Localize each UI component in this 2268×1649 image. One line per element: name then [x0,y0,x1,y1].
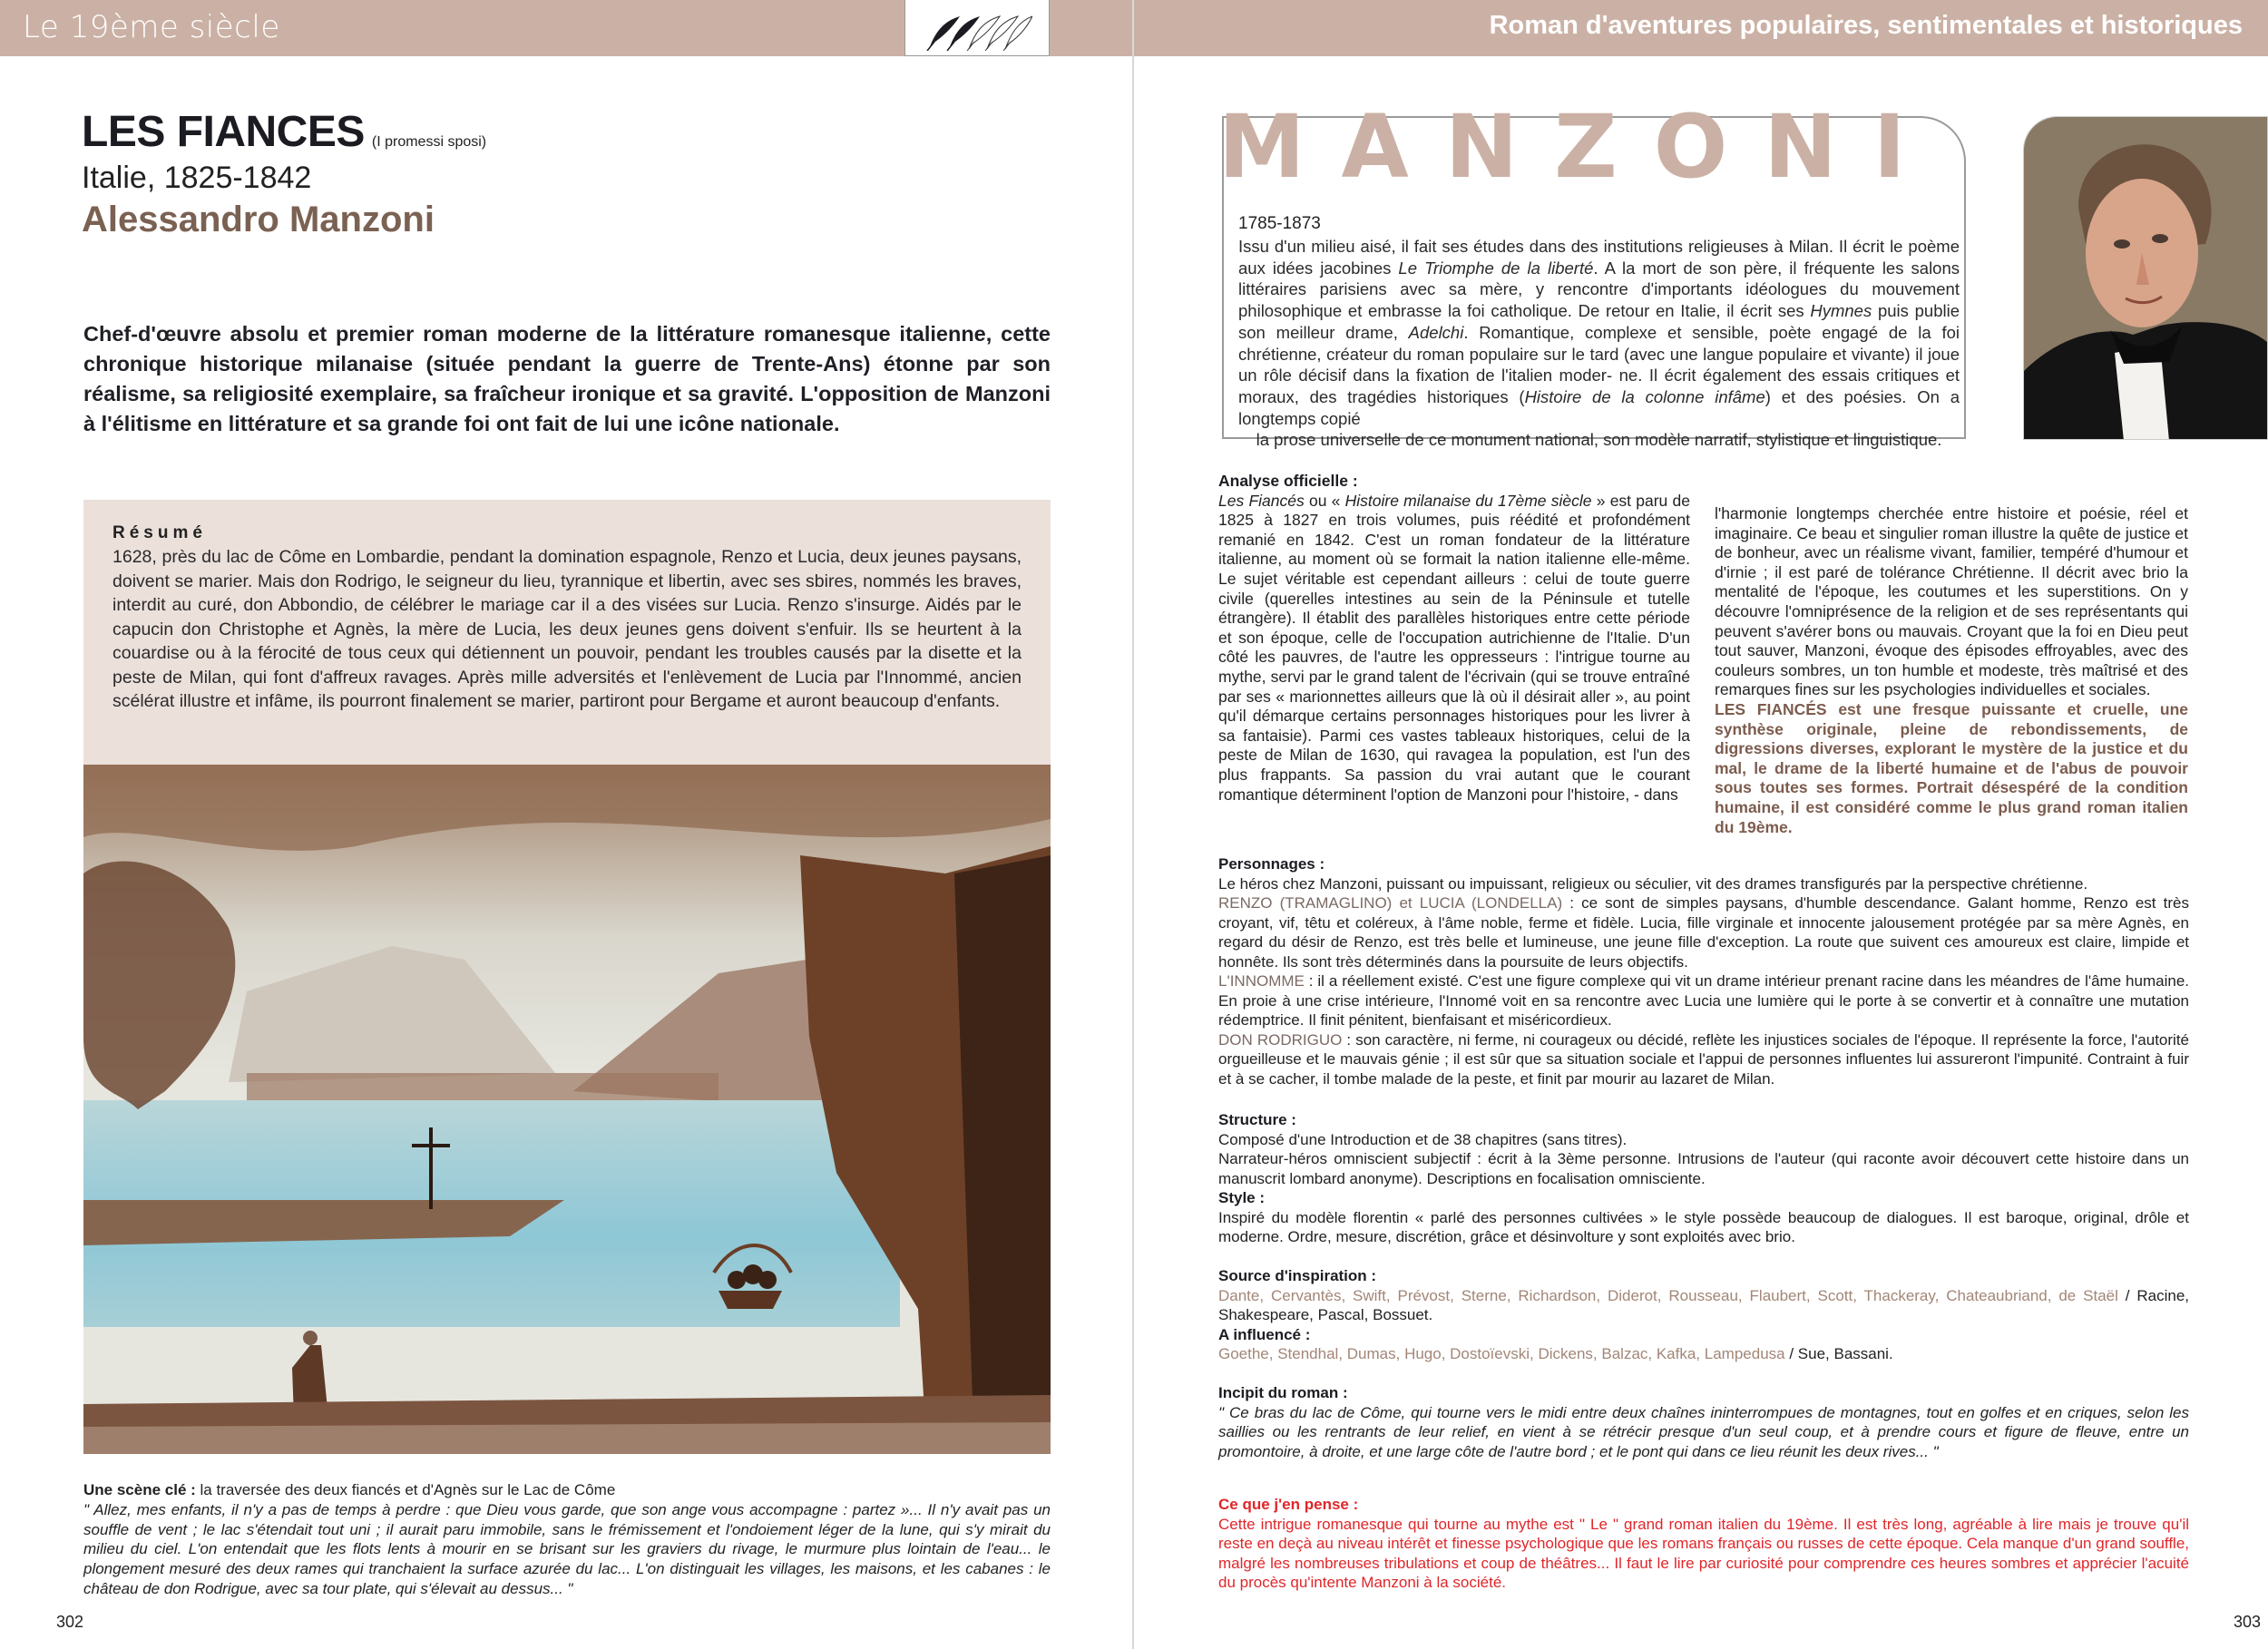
key-scene-quote: " Allez, mes enfants, il n'y a pas de temps à perdre : que Dieu vous garde, que son ange vous accompagne : partez »... Il n'y avait pas un souffle de vent ; le lac s'étendait tout uni ; il aurait paru immobile, sans le frémissement et l'ondoiement léger de la lune, qui s'y mirait du milieu du ciel. L'on entendait que les flots lents à mourir en se brisant sur les graviers du rivage, le murmure plus lointain de l'eau... le plongement mesuré des deux rames qui tranchaient la surface azurée du lac... L'on distinguait les villages, les maisons, et les cabanes : le château de don Rodrigue, avec sa tour plate, qui s'élevait au dessus... " [83,1500,1051,1597]
author-surname-heading: MANZONI [1218,96,1942,198]
analysis-text-b: l'harmonie longtemps cherchée entre histoire et poésie, réel et imaginaire. Ce beau et singulier roman illustre la quête de justice et de bonheur, avec un réalisme vivant, familier, tempéré d'humour et d'irnie ; il est paré de tolérance Chrétienne. Il décrit avec brio la mentalité de l'époque, les coutumes et les superstitions. On y découvre l'omniprésence de la religion et de ses représentants qui peuvent s'avérer bons ou mauvais. Croyant que la foi en Dieu peut tout sauver, Manzoni, évoque des épisodes effroyables, avec des couleurs sombres, un ton humble et modeste, très maîtrisé et des remarques fines sur les psychologies individuelles et sociales. [1715,504,2188,699]
lake-painting [83,765,1051,1454]
characters-section [1218,854,2189,1088]
sources-text: Dante, Cervantès, Swift, Prévost, Sterne, Richardson, Diderot, Rousseau, Flaubert, Scott, Thackeray, Chateaubriand, de Staël / Racine, Shakespeare, Pascal, Bossuet. [1218,1286,2190,1323]
feather-rating-icon [924,7,1032,51]
rating-box [904,0,1050,56]
influences-section [1218,1266,2189,1364]
title-block [82,107,486,240]
summary-box [83,500,1051,765]
intro-paragraph: Chef-d'œuvre absolu et premier roman moderne de la littérature romanesque italienne, cette chronique historique milanaise (située pendant la guerre de Trente-Ans) étonne par son réalisme, sa religiosité exemplaire, sa fraîcheur ironique et sa gravité. L'opposition de Manzoni à l'élitisme en littérature et sa grande foi ont fait de lui une icône nationale. [83,322,1051,435]
analysis-highlight: LES FIANCÉS est une fresque puissante et cruelle, une synthèse originale, pleine de rebondissements, de digressions diverses, explorant le mystère de la justice et du mal, le drame de la liberté humaine et de l'abus de pouvoir sous toutes ses formes. Portrait désespéré de la condition humaine, il est considéré comme le plus grand roman italien du 19ème. [1715,699,2188,836]
characters-heading: Personnages : [1218,855,1325,873]
boat [719,1291,782,1309]
key-scene [83,1480,1051,1599]
original-title: (I promessi sposi) [371,134,487,150]
summary-heading: Résumé [112,523,207,542]
genre-title: Roman d'aventures populaires, sentimentales et historiques [1489,11,2243,40]
key-scene-label: Une scène clé : [83,1481,196,1498]
character-don-rodrigo: DON RODRIGUO : son caractère, ni ferme, ni courageux ou décidé, reflète les injustices sociales de l'époque. Il représente la force, l'autorité orgueilleuse et le mauvais génie ; il est sûr que sa situation sociale et l'appui de personnes influentes lui assureront l'impunité. Contraint à fuir et à se cacher, il tombe malade de la peste, et finit par mourir au lazaret de Milan. [1218,1030,2189,1088]
sources-heading: Source d'inspiration : [1218,1267,1377,1284]
author-dates: 1785-1873 [1238,214,1321,233]
analysis-text-a: Les Fiancés ou « Histoire milanaise du 17ème siècle » est paru de 1825 à 1827 en trois volumes, puis réédité et profondément remanié en 1842. C'est un roman fondateur de la littérature italienne, au moment où se formait la nation italienne elle-même. Le sujet véritable est cependant ailleurs : celui de toute guerre civile (querelles intestines au sein de la Péninsule et tutelle étrangère). Il établit des parallèles historiques entre cette période et son époque, celle de l'occupation autrichienne de l'Italie. D'un côté les pauvres, de l'autre les oppresseurs : l'intrigue tourne au mythe, servi par le grand talent de l'écrivain (qui se trouve entraîné par ses « marionnettes ailleurs que là où il désirait aller », au point qu'il démarque certains personnages historiques pour les livrer à sa fantaisie). Parmi ces vastes tableaux historiques, celui de la peste de Milan de 1630, qui ravagea la population, est l'un des plus frappants. Sa passion du vrai autant que le courant romantique déterminent l'option de Manzoni pour l'histoire, - dans [1218,491,1690,804]
painting-illustration [83,765,1051,1454]
character-innomme: L'INNOMME : il a réellement existé. C'est une figure complexe qui vit un drame intérieur prenant racine dans les méandres de l'âme humaine. En proie à une crise intérieure, l'Innomé voit en sa rencontre avec Lucia une lumière qui le porte à se convertir et à connaître une mutation rédemptrice. Il finit pénitent, bienfaisant et miséricordieux. [1218,972,2189,1029]
incipit-section [1218,1383,2189,1461]
opinion-text: Cette intrigue romanesque qui tourne au mythe est " Le " grand roman italien du 19ème. Il est très long, agréable à lire mais je trouve qu'il reste en deçà au niveau intérêt et finesse psychologique que les romans français ou russes de cette époque. Cela manque d'un grand souffle, malgré les nombreuses tribulations et coup de théâtres... Il faut le lire par curiosité pour comprendre ces heures sombres et apprécier l'acuité du procès qu'intente Manzoni à la société. [1218,1515,2189,1591]
opinion-heading: Ce que j'en pense : [1218,1496,1359,1513]
analysis-column-left [1218,472,1690,805]
place-dates: Italie, 1825-1842 [82,161,312,195]
book-title: LES FIANCES [82,108,365,156]
header-band-right [1134,0,2268,56]
feather-icon-filled-1 [927,16,960,51]
structure-line-2: Narrateur-héros omniscient subjectif : écrit à la 3ème personne. Intrusions de l'auteur (qui raconte avoir découvert cette histoire dans un manuscrit lombard anonyme). Descriptions en focalisation omnisciente. [1218,1150,2189,1187]
author-name: Alessandro Manzoni [82,200,435,239]
influenced-text: Goethe, Stendhal, Dumas, Hugo, Dostoïevski, Dickens, Balzac, Kafka, Lampedusa / Sue, Bassani. [1218,1345,1893,1362]
structure-line-1: Composé d'une Introduction et de 38 chapitres (sans titres). [1218,1130,1628,1148]
chapter-title: Le 19ème siècle [23,9,280,45]
right-page [1134,0,2268,1649]
summary-text: 1628, près du lac de Côme en Lombardie, pendant la domination espagnole, Renzo et Lucia, deux jeunes paysans, doivent se marier. Mais don Rodrigo, le seigneur du lieu, tyrannique et libertin, avec ses sbires, nommés les braves, interdit au curé, don Abbondio, de célébrer le mariage car il a des visées sur Lucia. Renzo s'insurge. Aidés par le capucin don Christophe et Agnès, la mère de Lucia, les deux jeunes gens doivent s'enfuir. Ils se heurtent à la couardise ou à la férocité de tous ceux qui détiennent un pouvoir, pendant les troubles causés par la disette et la peste de Milan, qui font d'affreux ravages. Après mille adversités et l'enlèvement de Lucia par l'Innommé, ancien scélérat illustre et infâme, ils pourront finalement se marier, partiront pour Bergame et auront beaucoup d'enfants. [112,547,1022,711]
influenced-heading: A influencé : [1218,1325,1311,1343]
portrait-illustration [2024,117,2268,440]
style-text: Inspiré du modèle florentin « parlé des personnes cultivées » le style possède beaucoup de dialogues. Il est baroque, original, drôle et moderne. Ordre, mesure, discrétion, grâce et désinvolture y sont exploités avec brio. [1218,1208,2189,1245]
page-number-left: 302 [56,1613,84,1631]
author-portrait [2023,116,2268,440]
page-number-right: 303 [2233,1613,2261,1631]
structure-style-section [1218,1110,2189,1247]
style-heading: Style : [1218,1189,1266,1206]
author-bio-text: Issu d'un milieu aisé, il fait ses études dans des institutions religieuses à Milan. Il écrit le poème aux idées jacobines Le Triomphe de la liberté. A la mort de son père, il fréquente les salons littéraires parisiens avec sa mère, y rencontre d'importants idéologues du mouvement philosophique et embrasse la foi catholique. De retour en Italie, il écrit ses Hymnes puis publie son meilleur drame, Adelchi. Romantique, complexe et sensible, poète engagé de la foi chrétienne, créateur du roman populaire sur le tard (avec une langue populaire et vivante) il joue un rôle décisif dans la fixation de l'italien moder- ne. Il écrit également des essais critiques et moraux, des tragédies historiques (Histoire de la colonne infâme) et des poésies. On a longtemps copié la prose universelle de ce monument national, son modèle narratif, stylistique et linguistique. [1238,237,1960,450]
feather-icon-empty-3 [1003,16,1032,51]
incipit-heading: Incipit du roman : [1218,1384,1348,1401]
opinion-section [1218,1495,2189,1593]
far-shore [247,1073,719,1100]
structure-heading: Structure : [1218,1111,1296,1128]
analysis-heading: Analyse officielle : [1218,472,1358,490]
characters-intro: Le héros chez Manzoni, puissant ou impuissant, religieux ou séculier, vit des drames transfigurés par la perspective chrétienne. [1218,874,2088,893]
incipit-text: " Ce bras du lac de Côme, qui tourne vers le midi entre deux chaînes ininterrompues de montagnes, tout en golfes et en criques, selon les saillies ou les rentrants de leur relief, en vient à se rétrécir presque d'un seul coup, et à prendre cours et figure de fleuve, entre un promontoire, à droite, et une large côte de l'autre bord ; et le pont qui dans ce lieu réunit les deux rives... " [1218,1403,2189,1460]
character-renzo-lucia: RENZO (TRAMAGLINO) et LUCIA (LONDELLA) : ce sont de simples paysans, d'humble descendance. Galant homme, Renzo est très croyant, vif, têtu et coléreux, à l'âme noble, ferme et fidèle. Lucia, fille virginale et innocente jalousement protégée par sa mère Agnès, en regard du désir de Renzo, est très belle et lumineuse, une jeune fille d'exception. La route que suivent ces amoureux est claire, limpide et honnête. Ils sont très déterminés dans la poursuite de leurs objectifs. [1218,894,2189,971]
key-scene-caption: la traversée des deux fiancés et d'Agnès sur le Lac de Côme [195,1481,616,1498]
analysis-column-right [1715,504,2188,837]
